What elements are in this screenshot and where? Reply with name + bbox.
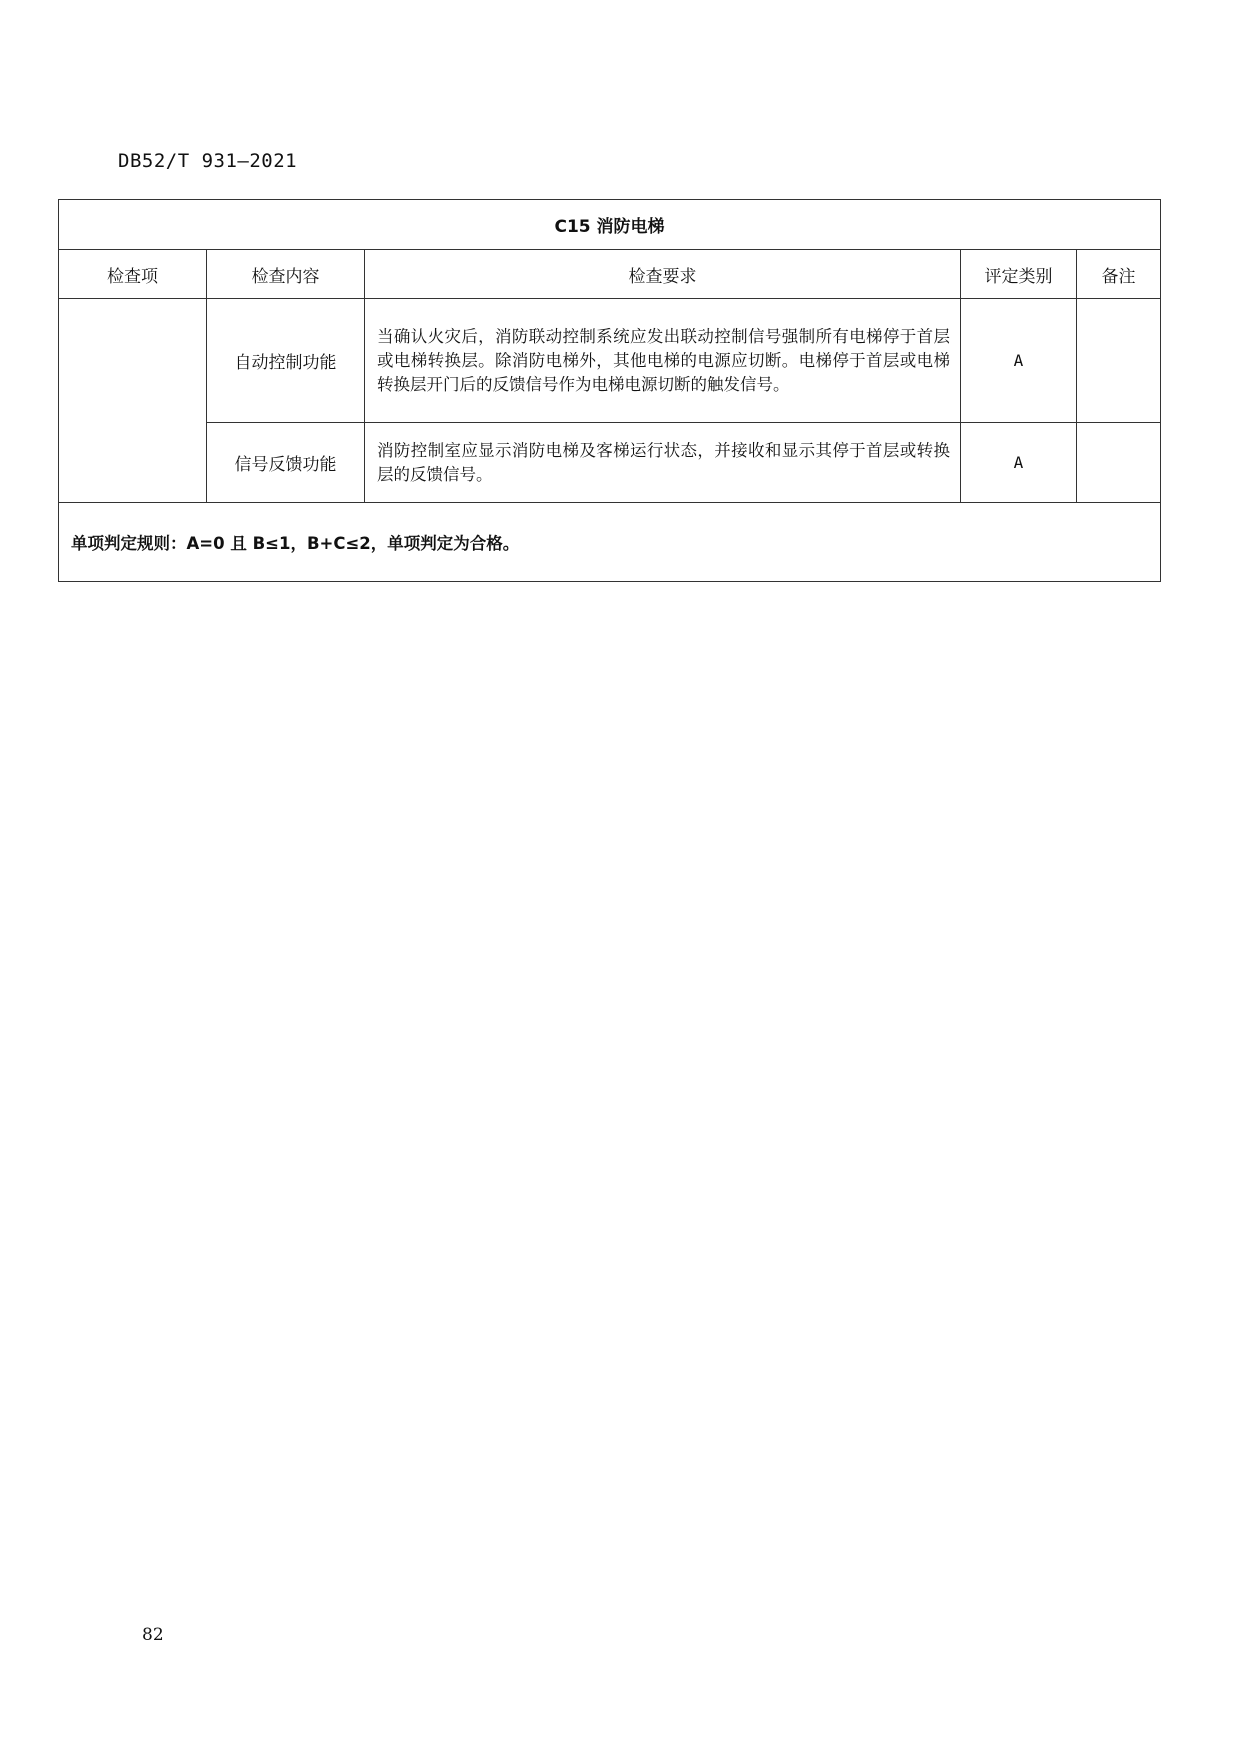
column-header-content: 检查内容	[207, 250, 365, 299]
inspection-table	[58, 199, 1161, 582]
table-row	[59, 423, 1161, 503]
table-header-row	[59, 250, 1161, 299]
judgement-rule: 单项判定规则：A=0 且 B≤1，B+C≤2，单项判定为合格。	[59, 503, 1161, 582]
column-header-note: 备注	[1077, 250, 1161, 299]
content-cell: 信号反馈功能	[207, 423, 365, 503]
requirement-cell: 当确认火灾后，消防联动控制系统应发出联动控制信号强制所有电梯停于首层或电梯转换层。除消防电梯外，其他电梯的电源应切断。电梯停于首层或电梯转换层开门后的反馈信号作为电梯电源切断的触发信号。	[365, 299, 961, 423]
document-code: DB52/T 931—2021	[118, 150, 298, 172]
table-title: C15 消防电梯	[59, 200, 1161, 250]
table-row	[59, 299, 1161, 423]
rule-row	[59, 503, 1161, 582]
page-number: 82	[142, 1625, 164, 1645]
content-cell: 自动控制功能	[207, 299, 365, 423]
column-header-item: 检查项	[59, 250, 207, 299]
column-header-requirement: 检查要求	[365, 250, 961, 299]
item-cell	[59, 299, 207, 503]
grade-cell: A	[961, 299, 1077, 423]
note-cell	[1077, 423, 1161, 503]
requirement-cell: 消防控制室应显示消防电梯及客梯运行状态，并接收和显示其停于首层或转换层的反馈信号。	[365, 423, 961, 503]
grade-cell: A	[961, 423, 1077, 503]
column-header-grade: 评定类别	[961, 250, 1077, 299]
note-cell	[1077, 299, 1161, 423]
table-title-row	[59, 200, 1161, 250]
